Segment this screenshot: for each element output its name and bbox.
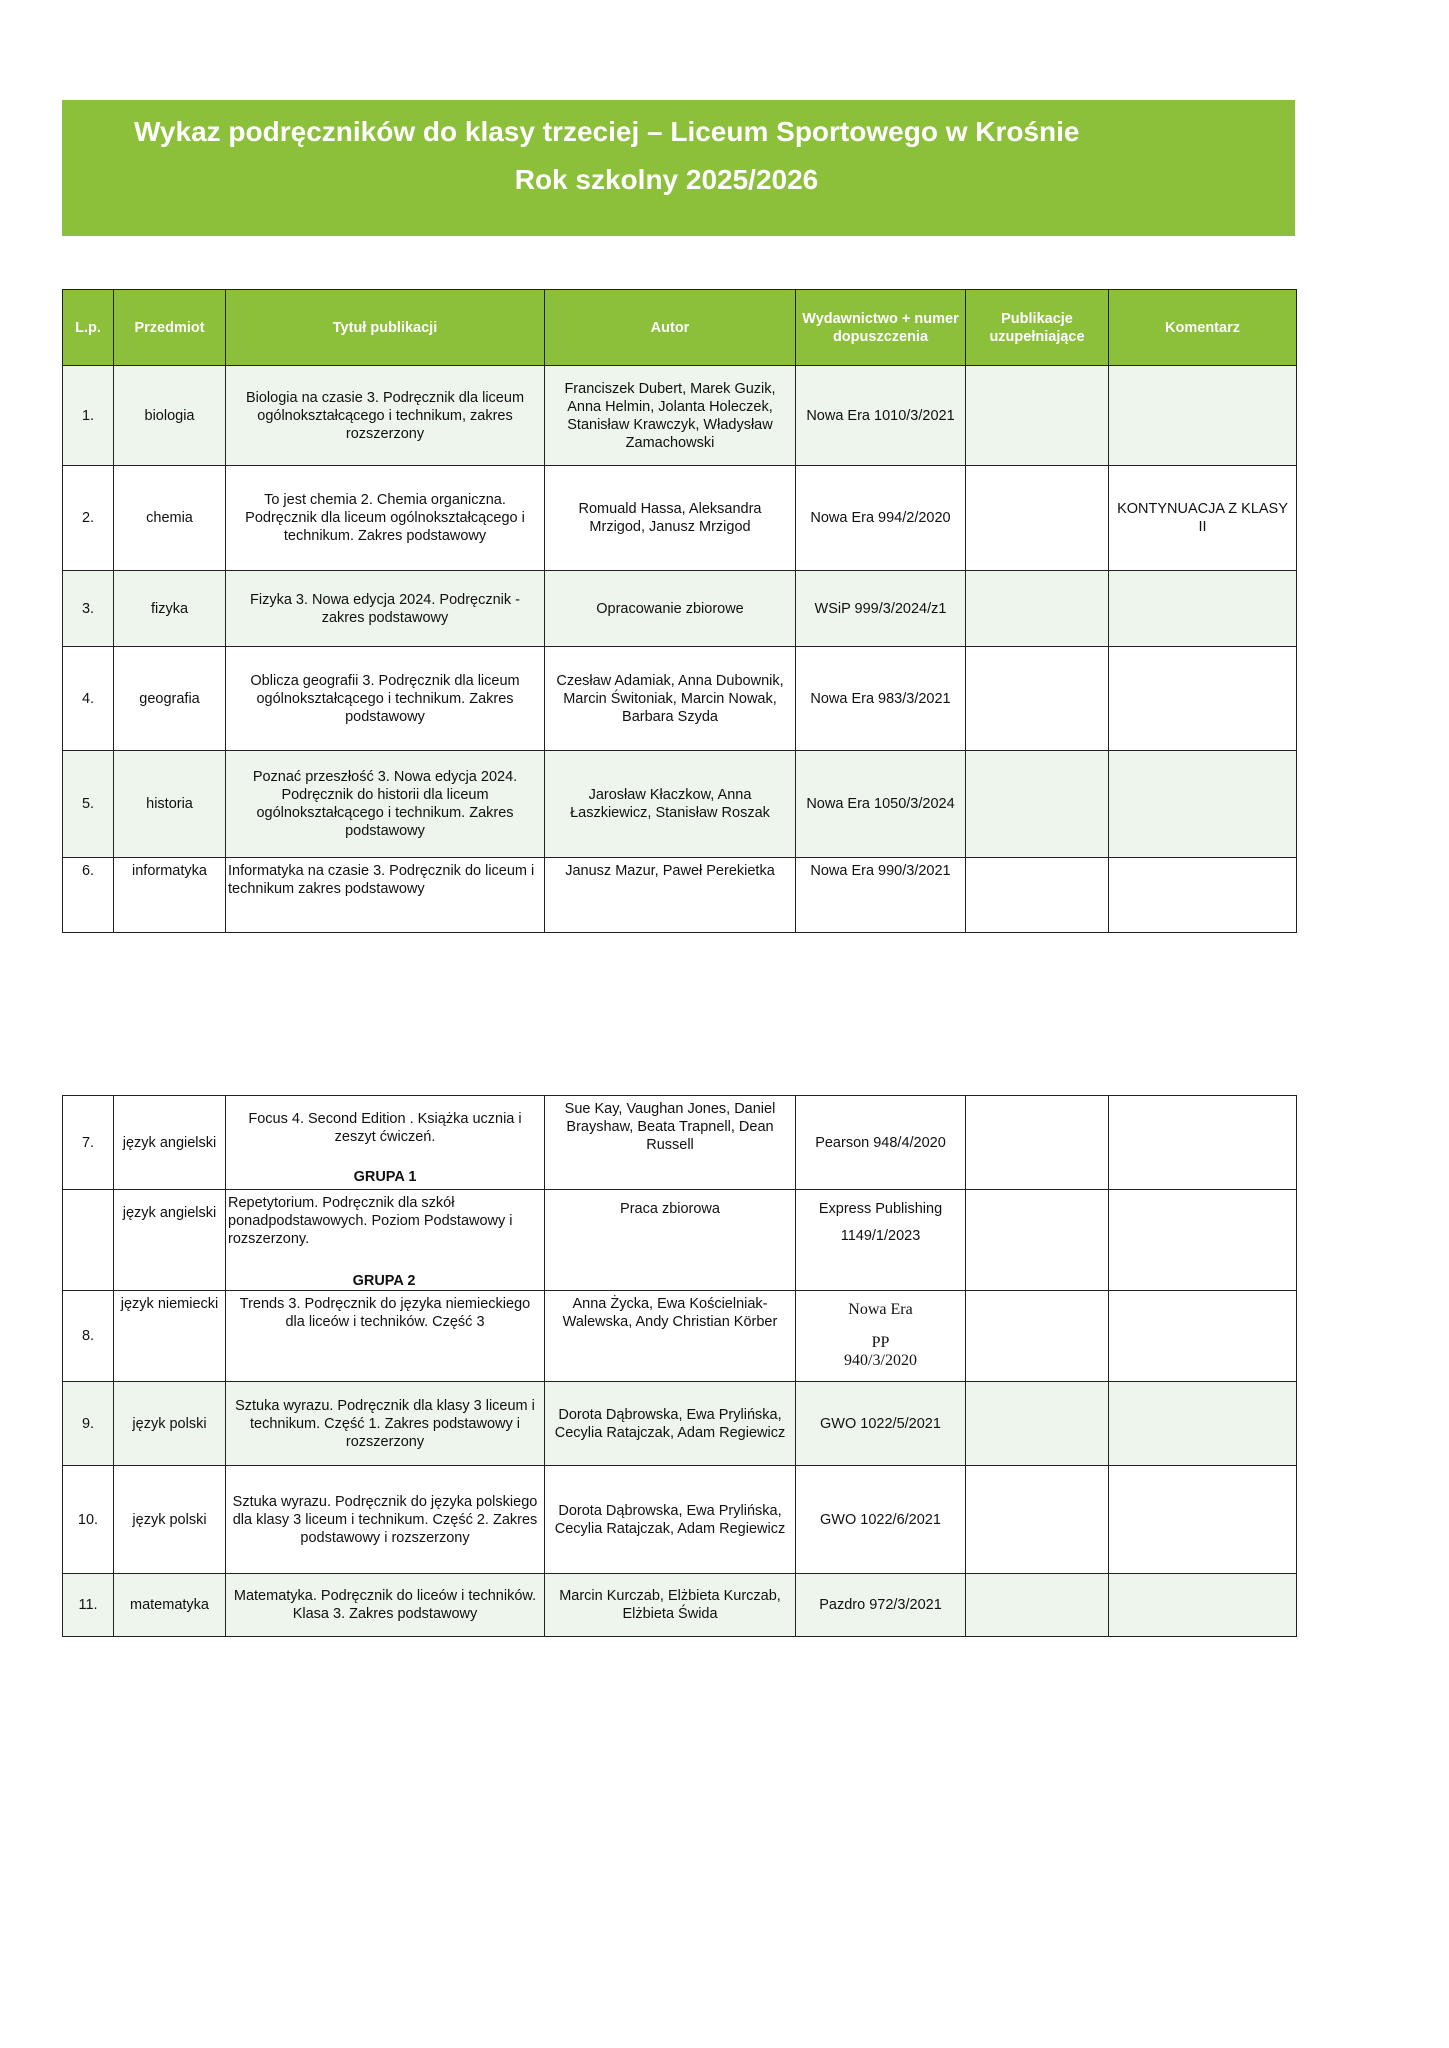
cell-comment xyxy=(1109,1291,1297,1382)
cell-author: Praca zbiorowa xyxy=(545,1190,796,1291)
cell-title: Informatyka na czasie 3. Podręcznik do liceum i technikum zakres podstawowy xyxy=(226,858,545,933)
cell-comment xyxy=(1109,1382,1297,1466)
cell-supplementary xyxy=(966,647,1109,751)
cell-subject: język angielski xyxy=(114,1190,226,1291)
cell-comment xyxy=(1109,571,1297,647)
cell-lp: 7. xyxy=(63,1096,114,1190)
cell-comment: KONTYNUACJA Z KLASY II xyxy=(1109,466,1297,571)
page-subtitle: Rok szkolny 2025/2026 xyxy=(514,164,819,195)
cell-comment xyxy=(1109,1574,1297,1637)
cell-publisher xyxy=(796,1190,966,1291)
cell-comment xyxy=(1109,647,1297,751)
col-header-comment: Komentarz xyxy=(1109,290,1297,366)
cell-supplementary xyxy=(966,751,1109,858)
cell-publisher: Nowa Era 994/2/2020 xyxy=(796,466,966,571)
cell-publisher: Pearson 948/4/2020 xyxy=(796,1096,966,1190)
cell-author: Czesław Adamiak, Anna Dubownik, Marcin Świtoniak, Marcin Nowak, Barbara Szyda xyxy=(545,647,796,751)
cell-lp: 10. xyxy=(63,1466,114,1574)
cell-publisher: GWO 1022/5/2021 xyxy=(796,1382,966,1466)
cell-lp xyxy=(63,1190,114,1291)
publisher-code: PP xyxy=(871,1334,890,1351)
group-label: GRUPA 1 xyxy=(353,1168,417,1185)
cell-lp: 3. xyxy=(63,571,114,647)
cell-author: Dorota Dąbrowska, Ewa Prylińska, Cecylia Ratajczak, Adam Regiewicz xyxy=(545,1466,796,1574)
textbook-table-1 xyxy=(62,289,1297,933)
cell-publisher: Nowa Era 1050/3/2024 xyxy=(796,751,966,858)
cell-author: Jarosław Kłaczkow, Anna Łaszkiewicz, Stanisław Roszak xyxy=(545,751,796,858)
cell-author: Janusz Mazur, Paweł Perekietka xyxy=(545,858,796,933)
cell-author: Romuald Hassa, Aleksandra Mrzigod, Janusz Mrzigod xyxy=(545,466,796,571)
cell-subject: biologia xyxy=(114,366,226,466)
cell-publisher: Nowa Era 990/3/2021 xyxy=(796,858,966,933)
cell-author: Dorota Dąbrowska, Ewa Prylińska, Cecylia Ratajczak, Adam Regiewicz xyxy=(545,1382,796,1466)
table-row xyxy=(63,1382,1297,1466)
page-title: Wykaz podręczników do klasy trzeciej – Liceum Sportowego w Krośnie xyxy=(134,116,1080,147)
cell-comment xyxy=(1109,1466,1297,1574)
cell-author: Sue Kay, Vaughan Jones, Daniel Brayshaw, Beata Trapnell, Dean Russell xyxy=(545,1096,796,1190)
cell-title: Biologia na czasie 3. Podręcznik dla liceum ogólnokształcącego i technikum, zakres rozszerzony xyxy=(226,366,545,466)
cell-author: Franciszek Dubert, Marek Guzik, Anna Helmin, Jolanta Holeczek, Stanisław Krawczyk, Władysław Zamachowski xyxy=(545,366,796,466)
cell-supplementary xyxy=(966,571,1109,647)
cell-subject: język angielski xyxy=(114,1096,226,1190)
cell-subject: geografia xyxy=(114,647,226,751)
cell-author: Opracowanie zbiorowe xyxy=(545,571,796,647)
cell-subject: matematyka xyxy=(114,1574,226,1637)
group-label: GRUPA 2 xyxy=(352,1273,416,1289)
approval-number: 1149/1/2023 xyxy=(840,1228,921,1244)
cell-supplementary xyxy=(966,1466,1109,1574)
cell-author: Anna Życka, Ewa Kościelniak-Walewska, Andy Christian Körber xyxy=(545,1291,796,1382)
table-row xyxy=(63,1574,1297,1637)
col-header-publisher: Wydawnictwo + numer dopuszczenia xyxy=(796,290,966,366)
cell-title: Poznać przeszłość 3. Nowa edycja 2024. Podręcznik do historii dla liceum ogólnokształcącego i technikum. Zakres podstawowy xyxy=(226,751,545,858)
table-header-row xyxy=(63,290,1297,366)
cell-subject: język niemiecki xyxy=(114,1291,226,1382)
cell-author: Marcin Kurczab, Elżbieta Kurczab, Elżbieta Świda xyxy=(545,1574,796,1637)
cell-lp: 2. xyxy=(63,466,114,571)
cell-lp: 1. xyxy=(63,366,114,466)
cell-supplementary xyxy=(966,858,1109,933)
table-row xyxy=(63,751,1297,858)
cell-comment xyxy=(1109,1190,1297,1291)
cell-supplementary xyxy=(966,1190,1109,1291)
cell-supplementary xyxy=(966,1574,1109,1637)
col-header-author: Autor xyxy=(545,290,796,366)
cell-lp: 9. xyxy=(63,1382,114,1466)
cell-supplementary xyxy=(966,366,1109,466)
cell-subject: fizyka xyxy=(114,571,226,647)
cell-comment xyxy=(1109,751,1297,858)
title-text: Focus 4. Second Edition . Książka ucznia i zeszyt ćwiczeń. xyxy=(248,1110,522,1145)
cell-title: Trends 3. Podręcznik do języka niemieckiego dla liceów i techników. Część 3 xyxy=(226,1291,545,1382)
col-header-supplementary: Publikacje uzupełniające xyxy=(966,290,1109,366)
approval-number: 940/3/2020 xyxy=(844,1352,917,1369)
table-row xyxy=(63,1466,1297,1574)
cell-title: Matematyka. Podręcznik do liceów i techników. Klasa 3. Zakres podstawowy xyxy=(226,1574,545,1637)
cell-comment xyxy=(1109,1096,1297,1190)
table-row xyxy=(63,466,1297,571)
title-text: Repetytorium. Podręcznik dla szkół ponadpodstawowych. Poziom Podstawowy i rozszerzony. xyxy=(228,1195,513,1247)
publisher-name: Nowa Era xyxy=(848,1301,913,1318)
cell-lp: 6. xyxy=(63,858,114,933)
cell-subject: chemia xyxy=(114,466,226,571)
cell-publisher: Nowa Era 1010/3/2021 xyxy=(796,366,966,466)
col-header-lp: L.p. xyxy=(63,290,114,366)
cell-subject: język polski xyxy=(114,1382,226,1466)
publisher-name: Express Publishing xyxy=(818,1201,943,1217)
cell-subject: historia xyxy=(114,751,226,858)
cell-supplementary xyxy=(966,1291,1109,1382)
table-row xyxy=(63,366,1297,466)
cell-subject: informatyka xyxy=(114,858,226,933)
cell-comment xyxy=(1109,858,1297,933)
cell-lp: 4. xyxy=(63,647,114,751)
table-row xyxy=(63,647,1297,751)
cell-supplementary xyxy=(966,1096,1109,1190)
cell-publisher: WSiP 999/3/2024/z1 xyxy=(796,571,966,647)
table-row xyxy=(63,1190,1297,1291)
cell-lp: 5. xyxy=(63,751,114,858)
table-row xyxy=(63,858,1297,933)
cell-subject: język polski xyxy=(114,1466,226,1574)
cell-lp: 8. xyxy=(63,1291,114,1382)
cell-title: Sztuka wyrazu. Podręcznik do języka polskiego dla klasy 3 liceum i technikum. Część 2. Zakres podstawowy i rozszerzony xyxy=(226,1466,545,1574)
textbook-table-2 xyxy=(62,1095,1297,1637)
col-header-subject: Przedmiot xyxy=(114,290,226,366)
cell-publisher xyxy=(796,1291,966,1382)
cell-lp: 11. xyxy=(63,1574,114,1637)
title-banner xyxy=(62,100,1295,236)
table-row xyxy=(63,571,1297,647)
cell-title: Oblicza geografii 3. Podręcznik dla liceum ogólnokształcącego i technikum. Zakres podstawowy xyxy=(226,647,545,751)
cell-title: Fizyka 3. Nowa edycja 2024. Podręcznik - zakres podstawowy xyxy=(226,571,545,647)
cell-publisher: Nowa Era 983/3/2021 xyxy=(796,647,966,751)
cell-title xyxy=(226,1190,545,1291)
cell-title: To jest chemia 2. Chemia organiczna. Podręcznik dla liceum ogólnokształcącego i technikum. Zakres podstawowy xyxy=(226,466,545,571)
cell-title xyxy=(226,1096,545,1190)
col-header-title: Tytuł publikacji xyxy=(226,290,545,366)
cell-comment xyxy=(1109,366,1297,466)
cell-supplementary xyxy=(966,1382,1109,1466)
cell-supplementary xyxy=(966,466,1109,571)
cell-publisher: Pazdro 972/3/2021 xyxy=(796,1574,966,1637)
table-row xyxy=(63,1291,1297,1382)
cell-publisher: GWO 1022/6/2021 xyxy=(796,1466,966,1574)
cell-title: Sztuka wyrazu. Podręcznik dla klasy 3 liceum i technikum. Część 1. Zakres podstawowy i rozszerzony xyxy=(226,1382,545,1466)
table-row xyxy=(63,1096,1297,1190)
